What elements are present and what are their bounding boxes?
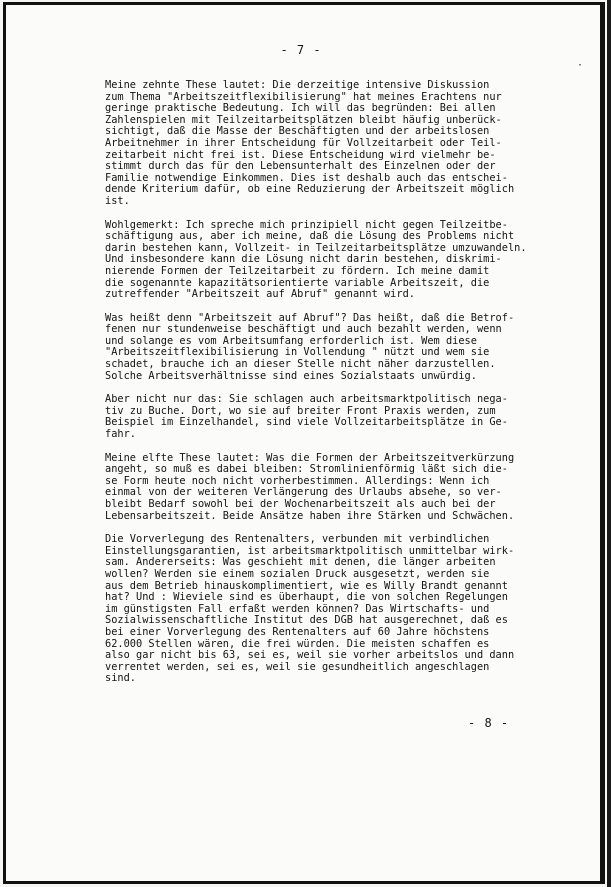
text-line: bei einer Vorverlegung des Rentenalters auf 60 Jahre höchstens (105, 625, 490, 638)
text-line: sichtigt, daß die Masse der Beschäftigten und der arbeitslosen (105, 125, 490, 138)
text-line: se Form heute noch nicht vorherbestimmen. Allerdings: Wenn ich (105, 474, 490, 487)
text-line: Familie notwendige Einkommen. Dies ist deshalb auch das entschei- (105, 171, 508, 184)
text-line: fahr. (105, 428, 136, 441)
text-line: schäftigung aus, aber ich meine, daß die Lösung des Problems nicht (105, 230, 515, 243)
paragraph-part-time (105, 220, 575, 301)
text-line: die sogenannte kapazitätsorientierte variable Arbeitszeit, die (105, 276, 490, 289)
paragraph-retirement-age (105, 534, 575, 685)
scan-speck: · (577, 60, 584, 71)
text-line: und solange es vom Arbeitsumfang erforderlich ist. Wem diese (105, 334, 477, 347)
text-line: hat? Und : Wieviele sind es überhaupt, die von solchen Regelungen (105, 591, 508, 604)
text-line: zutreffender "Arbeitszeit auf Abruf" genannt wird. (105, 288, 415, 301)
text-line: Aber nicht nur das: Sie schlagen auch arbeitsmarktpolitisch nega- (105, 393, 508, 406)
next-page-marker: - 8 - (468, 716, 510, 730)
document-body (105, 80, 575, 697)
paragraph-thesis-ten (105, 80, 575, 208)
text-line: Sozialwissenschaftliche Institut des DGB hat ausgerechnet, daß es (105, 614, 508, 627)
text-line: Einstellungsgarantien, ist arbeitsmarktpolitisch unmittelbar wirk- (105, 544, 515, 557)
text-line: Beispiel im Einzelhandel, sind viele Vollzeitarbeitsplätze in Ge- (105, 416, 508, 429)
text-line: schadet, brauche ich an dieser Stelle nicht näher darzustellen. (105, 358, 496, 371)
text-line: 62.000 Stellen wären, die frei würden. Die meisten schaffen es (105, 637, 490, 650)
text-line: Arbeitnehmer in ihrer Entscheidung für Vollzeitarbeit oder Teil- (105, 136, 502, 149)
text-line: im günstigsten Fall erfaßt werden können? Das Wirtschafts- und (105, 602, 490, 615)
text-line: Lebensarbeitszeit. Beide Ansätze haben ihre Stärken und Schwächen. (105, 509, 515, 522)
text-line: zum Thema "Arbeitszeitflexibilisierung" hat meines Erachtens nur (105, 90, 502, 103)
paragraph-thesis-eleven (105, 453, 575, 523)
text-line: geringe praktische Bedeutung. Ich will das begründen: Bei allen (105, 102, 496, 115)
text-line: fenen nur stundenweise beschäftigt und auch bezahlt werden, wenn (105, 323, 502, 336)
text-line: sind. (105, 672, 136, 685)
text-line: also gar nicht bis 63, sei es, weil sie vorher arbeitslos und dann (105, 649, 515, 662)
text-line: Meine elfte These lautet: Was die Formen der Arbeitszeitverkürzung (105, 451, 515, 464)
text-line: Und insbesondere kann die Lösung nicht darin bestehen, diskrimi- (105, 253, 502, 266)
text-line: zeitarbeit nicht frei ist. Diese Entscheidung wird vielmehr be- (105, 148, 496, 161)
page-number: - 7 - (280, 43, 322, 57)
text-line: einmal von der weiteren Verlängerung des Urlaubs absehe, so ver- (105, 486, 502, 499)
scan-edge (607, 0, 611, 887)
text-line: darin bestehen kann, Vollzeit- in Teilzeitarbeitsplätze umzuwandeln. (105, 241, 527, 254)
text-line: Zahlenspielen mit Teilzeitarbeitsplätzen bleibt häufig unberück- (105, 113, 502, 126)
text-line: dende Kriterium dafür, ob eine Reduzierung der Arbeitszeit möglich (105, 183, 515, 196)
paragraph-labor-market (105, 394, 575, 440)
text-line: tiv zu Buche. Dort, wo sie auf breiter Front Praxis werden, zum (105, 404, 496, 417)
text-line: Meine zehnte These lautet: Die derzeitige intensive Diskussion (105, 79, 490, 91)
text-line: stimmt durch das für den Lebensunterhalt des Einzelnen oder der (105, 160, 496, 173)
text-line: Wohlgemerkt: Ich spreche mich prinzipiell nicht gegen Teilzeitbe- (105, 218, 508, 231)
text-line: wollen? Werden sie einem sozialen Druck ausgesetzt, werden sie (105, 567, 490, 580)
text-line: ist. (105, 194, 130, 207)
text-line: verrentet werden, sei es, weil sie gesundheitlich angeschlagen (105, 660, 490, 673)
text-line: Solche Arbeitsverhältnisse sind eines Sozialstaats unwürdig. (105, 369, 477, 382)
paragraph-on-call (105, 313, 575, 383)
text-line: nierende Formen der Teilzeitarbeit zu fördern. Ich meine damit (105, 264, 490, 277)
text-line: aus dem Betrieb hinauskomplimentiert, wie es Willy Brandt genannt (105, 579, 508, 592)
text-line: bleibt Bedarf sowohl bei der Wochenarbeitszeit als auch bei der (105, 498, 496, 510)
text-line: sam. Andererseits: Was geschieht mit denen, die länger arbeiten (105, 556, 496, 569)
text-line: Was heißt denn "Arbeitszeit auf Abruf"? Das heißt, daß die Betrof- (105, 311, 515, 324)
text-line: Die Vorverlegung des Rentenalters, verbunden mit verbindlichen (105, 533, 490, 546)
text-line: angeht, so muß es dabei bleiben: Stromlinienförmig läßt sich die- (105, 463, 508, 476)
text-line: "Arbeitszeitflexibilisierung in Vollendung " nützt und wem sie (105, 346, 490, 359)
